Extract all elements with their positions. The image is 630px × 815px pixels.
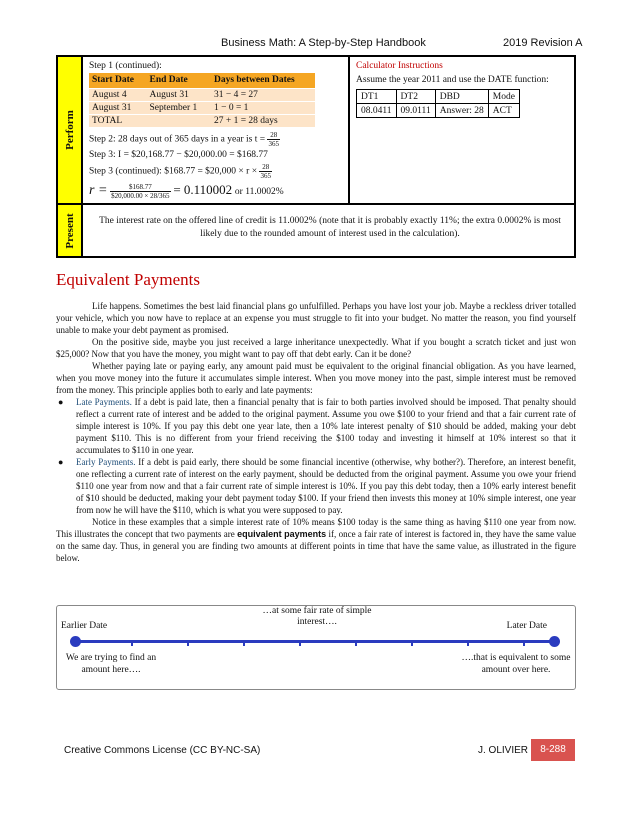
present-text: The interest rate on the offered line of credit is 11.0002% (note that it is probably exactly 11%; the extra 0.0002% is most likely due to the rounded amount of interest used in the calculation). <box>99 216 561 239</box>
table-row <box>89 101 315 114</box>
table-row <box>89 114 315 127</box>
bullet-early-payments: ● Early Payments. If a debt is paid early, there should be some financial incentive (otherwise, why bother?). Therefore, an interest benefit, one reflecting a current rate of interest on the early payment, should be deducted from the original payment. Assume you owe your friend $110 one year from now and that a fair current rate of simple interest is 10%. If you pay this debt today, then a 10% early interest benefit of $10 should be deducted, making your debt payment today $100. If your friend then invests this money at 10% simple interest, one year from now he will have the $110, which is what you were supposed to pay. <box>58 457 576 515</box>
bullet-icon: ● <box>58 457 64 467</box>
interest-label: …at some fair rate of simple interest…. <box>262 606 372 627</box>
table-cell: August 4 <box>89 88 147 101</box>
fraction: $\frac{28}{365}$ <box>268 131 279 148</box>
timeline-tick <box>523 643 525 646</box>
paragraph: Whether paying late or paying early, any amount paid must be equivalent to the original financial obligation. As you have learned, when you move money into the future it accumulates simple interest. When you move money into the past, simple interest must be removed from the money. This principle applies both to early and late payments: <box>56 361 576 395</box>
bullet-icon: ● <box>58 397 64 407</box>
table-header: Days between Dates <box>211 73 315 88</box>
calculator-title: Calculator Instructions <box>356 61 443 71</box>
earlier-date-label: Earlier Date <box>61 621 108 631</box>
vertical-divider <box>348 57 350 205</box>
table-row: DT1 DT2 DBD Mode <box>357 90 520 104</box>
paragraph: Notice in these examples that a simple interest rate of 10% means $100 today is the same thing as having $110 one year from now. This illustrates the concept that two payments are equivalent payments if, once a fair rate of interest is factored in, they have the same value on the same day. Thus, in general you are finding two amounts at different points in time that have the same value, as illustrated in the figure below. <box>56 517 576 563</box>
table-cell: September 1 <box>147 101 211 114</box>
paragraph: On the positive side, maybe you just received a large inheritance unexpectedly. What if you bought a scratch ticket and just won $25,000? Now that you have the money, you might want to pay off that debt early. Can it be done? <box>56 337 576 359</box>
fraction: $\frac{28}{365}$ <box>260 163 271 180</box>
horizontal-divider <box>83 203 574 205</box>
example-solution-box <box>56 55 576 258</box>
calculator-instructions <box>356 60 576 118</box>
timeline-line <box>75 640 555 643</box>
section-body <box>56 300 576 564</box>
perform-side-label: Perform <box>58 57 83 205</box>
timeline-end-point <box>549 636 560 647</box>
timeline-tick <box>243 643 245 646</box>
present-side-label: Present <box>58 205 83 256</box>
table-cell <box>147 114 211 127</box>
step3-line: Step 3: I = $20,168.77 − $20,000.00 = $168.77 <box>89 150 268 160</box>
later-date-label: Later Date <box>506 621 547 631</box>
table-row: 08.0411 09.0111 Answer: 28 ACT <box>357 104 520 118</box>
timeline-tick <box>187 643 189 646</box>
timeline-tick <box>467 643 469 646</box>
table-cell: 27 + 1 = 28 days <box>211 114 315 127</box>
earlier-amount-label: We are trying to find an amount here…. <box>65 653 157 675</box>
table-cell: August 31 <box>147 88 211 101</box>
timeline-tick <box>131 643 133 646</box>
author-name: J. OLIVIER <box>478 745 529 756</box>
timeline-start-point <box>70 636 81 647</box>
table-row <box>89 88 315 101</box>
table-cell: 31 − 4 = 27 <box>211 88 315 101</box>
book-title: Business Math: A Step-by-Step Handbook <box>221 37 426 49</box>
bullet-title: Late Payments. <box>76 397 132 407</box>
table-header: End Date <box>147 73 211 88</box>
r-equation: r = $\frac{\$168.77}{\$20,000.00 \times 28/365}$ = 0.110002 or 11.0002% <box>89 182 284 200</box>
table-cell: TOTAL <box>89 114 147 127</box>
fraction: $\frac{\$168.77}{\$20,000.00 \times 28/365}$ <box>111 183 170 200</box>
table-cell: 1 − 0 = 1 <box>211 101 315 114</box>
timeline-tick <box>299 643 301 646</box>
perform-section <box>89 60 344 200</box>
table-header: Start Date <box>89 73 147 88</box>
timeline-tick <box>355 643 357 646</box>
calculator-table <box>356 89 520 118</box>
step1-label: Step 1 (continued): <box>89 61 162 71</box>
revision-label: 2019 Revision A <box>503 37 583 49</box>
dates-table <box>89 73 315 127</box>
license-text: Creative Commons License (CC BY-NC-SA) <box>64 745 261 756</box>
step3c-line: Step 3 (continued): $168.77 = $20,000 × r × $\frac{28}{365}$ <box>89 163 271 180</box>
later-amount-label: ….that is equivalent to some amount over here. <box>461 653 571 675</box>
timeline-figure <box>56 605 576 690</box>
page-number-badge: 8-288 <box>531 739 575 761</box>
bullet-title: Early Payments. <box>76 457 136 467</box>
paragraph: Life happens. Sometimes the best laid financial plans go unfulfilled. Perhaps you have lost your job. Maybe a reckless driver totalled your vehicle, which you now have to replace at an expense you must struggle to fit into your budget. No matter the reason, you find yourself unable to make your debt payment as promised. <box>56 301 576 335</box>
step2-line: Step 2: 28 days out of 365 days in a year is t = $\frac{28}{365}$ <box>89 131 279 148</box>
page-header <box>0 37 630 53</box>
table-cell: August 31 <box>89 101 147 114</box>
bullet-late-payments: ● Late Payments. If a debt is paid late, then a financial penalty that is fair to both parties involved should be imposed. That penalty should reflect a current rate of interest and be added to the original payment. Assume you owe $100 to your friend and that a fair current rate of simple interest is 10%. If you pay this debt one year late, then a 10% late interest penalty of $10 should be added, making your debt payment $110. This is no different from your friend receiving the $100 today and investing it himself at 10% interest so that it accumulates to $110 in one year. <box>58 397 576 455</box>
section-heading: Equivalent Payments <box>56 270 201 289</box>
calculator-assumption: Assume the year 2011 and use the DATE function: <box>356 75 549 85</box>
timeline-tick <box>411 643 413 646</box>
